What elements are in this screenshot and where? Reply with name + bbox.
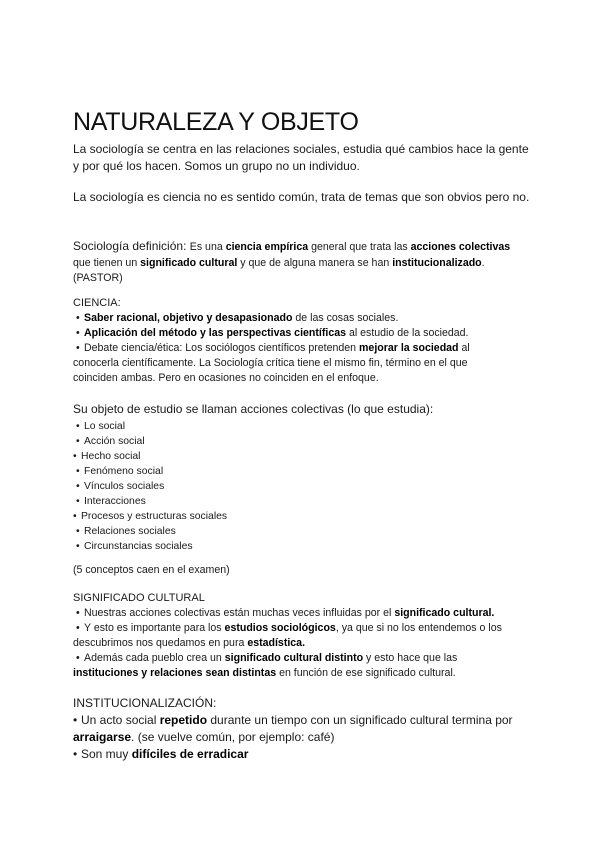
significado-section <box>73 591 533 681</box>
significado-item-text: , ya que si no los entendemos o los <box>335 622 502 634</box>
significado-item-text: descubrimos nos quedamos en pura <box>73 637 248 649</box>
institucionalizacion-item-text: durante un tiempo con un significado cultural termina por <box>207 713 513 727</box>
ciencia-section <box>73 296 533 386</box>
institucionalizacion-item-text: Son muy <box>81 747 132 761</box>
definition-text: . <box>481 257 485 269</box>
objeto-item <box>73 524 533 539</box>
objeto-item-label: Circunstancias sociales <box>84 541 193 552</box>
significado-item-bold: significado cultural distinto <box>224 652 364 664</box>
bullet-icon: • <box>76 327 80 339</box>
objeto-item <box>73 494 533 509</box>
bullet-icon: • <box>76 607 80 619</box>
significado-item-continuation <box>73 666 533 681</box>
institucionalizacion-item <box>73 712 533 729</box>
bullet-icon: • <box>73 713 78 727</box>
objeto-item <box>73 419 533 434</box>
definition-text: general que trata las <box>308 241 411 253</box>
institucionalizacion-heading: INSTITUCIONALIZACIÓN: <box>73 696 217 710</box>
ciencia-item-text: Debate ciencia/ética: Los sociólogos científicos pretenden <box>84 342 360 354</box>
ciencia-item <box>73 311 533 326</box>
bullet-icon: • <box>73 747 78 761</box>
ciencia-item <box>73 341 533 356</box>
institucionalizacion-item-bold: difíciles de erradicar <box>131 747 249 761</box>
significado-item-bold: instituciones y relaciones sean distintas <box>73 667 277 679</box>
objeto-item <box>73 509 533 524</box>
bullet-icon: • <box>76 421 80 432</box>
ciencia-item-text: al <box>458 342 470 354</box>
objeto-item-label: Interacciones <box>84 496 146 507</box>
ciencia-item-bold: Aplicación del método y las perspectivas científicas <box>84 327 346 339</box>
definition-text: que tienen un <box>73 257 141 269</box>
ciencia-heading: CIENCIA: <box>73 297 121 309</box>
bullet-icon: • <box>76 622 80 634</box>
definition-label: Sociología definición: <box>73 239 190 253</box>
definition-paragraph <box>73 237 533 286</box>
significado-item <box>73 606 533 621</box>
significado-item-text: y esto hace que las <box>363 652 458 664</box>
bullet-icon: • <box>76 526 80 537</box>
objeto-item-label: Vínculos sociales <box>84 481 165 492</box>
objeto-list <box>73 419 533 554</box>
bullet-icon: • <box>76 541 80 552</box>
page-title: NATURALEZA Y OBJETO <box>73 108 359 136</box>
bullet-icon: • <box>76 481 80 492</box>
objeto-item-label: Fenómeno social <box>84 466 164 477</box>
bullet-icon: • <box>76 312 80 324</box>
significado-heading: SIGNIFICADO CULTURAL <box>73 592 205 604</box>
objeto-item <box>73 449 533 464</box>
bullet-icon: • <box>76 466 80 477</box>
objeto-item-label: Lo social <box>84 421 126 432</box>
bullet-icon: • <box>76 496 80 507</box>
institucionalizacion-section <box>73 695 533 763</box>
institucionalizacion-item-bold: arraigarse <box>73 730 132 744</box>
bullet-icon: • <box>73 451 77 462</box>
significado-item-text: Nuestras acciones colectivas están muchas veces influidas por el <box>84 607 395 619</box>
objeto-item-label: Acción social <box>84 436 145 447</box>
significado-item-bold: significado cultural. <box>394 607 495 619</box>
objeto-item-label: Procesos y estructuras sociales <box>81 511 228 522</box>
institucionalizacion-item <box>73 746 533 763</box>
bullet-icon: • <box>76 436 80 447</box>
definition-text: y que de alguna manera se han <box>237 257 393 269</box>
bullet-icon: • <box>73 511 77 522</box>
intro-paragraph-1: La sociología se centra en las relaciones sociales, estudia qué cambios hace la gente y por qué los hacen. Somos un grupo no un individuo. <box>73 142 529 173</box>
significado-item <box>73 651 533 666</box>
objeto-item <box>73 464 533 479</box>
examen-note: (5 conceptos caen en el examen) <box>73 564 230 576</box>
ciencia-item-bold: Saber racional, objetivo y desapasionado <box>84 312 293 324</box>
objeto-item-label: Relaciones sociales <box>84 526 176 537</box>
objeto-item-label: Hecho social <box>81 451 141 462</box>
objeto-item <box>73 479 533 494</box>
significado-item-text: Además cada pueblo crea un <box>84 652 225 664</box>
institucionalizacion-item-text: . (se vuelve común, por ejemplo: café) <box>131 730 335 744</box>
significado-item <box>73 621 533 636</box>
objeto-item <box>73 434 533 449</box>
institucionalizacion-item-bold: repetido <box>159 713 208 727</box>
definition-bold-significado: significado cultural <box>140 257 238 269</box>
bullet-icon: • <box>76 342 80 354</box>
intro-paragraph-2: La sociología es ciencia no es sentido común, trata de temas que son obvios pero no. <box>73 190 530 204</box>
definition-bold-ciencia: ciencia empírica <box>225 241 309 253</box>
institucionalizacion-item-continuation <box>73 729 533 746</box>
definition-bold-institucionalizado: institucionalizado <box>392 257 482 269</box>
institucionalizacion-item-text: Un acto social <box>81 713 160 727</box>
bullet-icon: • <box>76 652 80 664</box>
ciencia-item-text: de las cosas sociales. <box>292 312 399 324</box>
significado-item-continuation <box>73 636 533 651</box>
definition-text: Es una <box>189 241 226 253</box>
significado-item-text: Y esto es importante para los <box>84 622 225 634</box>
ciencia-item-continuation: conocerla científicamente. La Sociología crítica tiene el mismo fin, término en el que <box>73 357 468 369</box>
ciencia-item-bold: mejorar la sociedad <box>359 342 459 354</box>
significado-item-text: en función de ese significado cultural. <box>276 667 456 679</box>
ciencia-item <box>73 326 533 341</box>
objeto-heading: Su objeto de estudio se llaman acciones colectivas (lo que estudia): <box>73 402 434 416</box>
ciencia-item-continuation: coinciden ambas. Pero en ocasiones no coinciden en el enfoque. <box>73 372 379 384</box>
objeto-section <box>73 401 533 554</box>
objeto-item <box>73 539 533 554</box>
significado-item-bold: estadística. <box>247 637 306 649</box>
definition-author: (PASTOR) <box>73 272 123 284</box>
ciencia-item-text: al estudio de la sociedad. <box>346 327 469 339</box>
significado-item-bold: estudios sociológicos <box>224 622 336 634</box>
definition-bold-acciones: acciones colectivas <box>410 241 511 253</box>
